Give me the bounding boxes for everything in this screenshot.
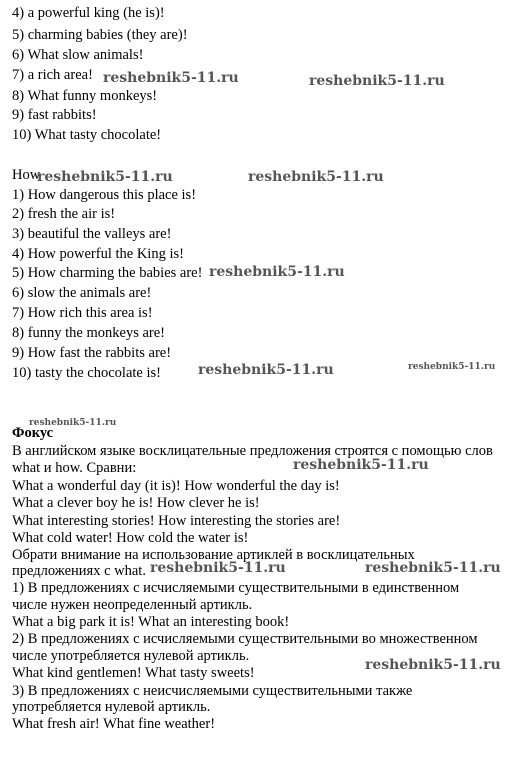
watermark: reshebnik5-11.ru: [365, 657, 501, 673]
example-line: What cold water! How cold the water is!: [12, 530, 249, 546]
answer-line: 4) How powerful the King is!: [12, 246, 184, 262]
rule-line: числе употребляется нулевой артикль.: [12, 648, 250, 664]
answer-line: 7) How rich this area is!: [12, 305, 153, 321]
rule-line: 1) В предложениях с исчисляемыми существительными в единственном: [12, 580, 460, 596]
answer-line: 3) beautiful the valleys are!: [12, 226, 172, 242]
watermark: reshebnik5-11.ru: [103, 70, 239, 86]
watermark: reshebnik5-11.ru: [248, 169, 384, 185]
example-line: What kind gentlemen! What tasty sweets!: [12, 665, 255, 681]
watermark: reshebnik5-11.ru: [29, 418, 117, 428]
answer-line: 5) charming babies (they are)!: [12, 27, 188, 43]
answer-line: 8) What funny monkeys!: [12, 88, 158, 104]
section-label-how: How: [12, 167, 41, 183]
answer-line: 6) What slow animals!: [12, 47, 144, 63]
example-line: What a wonderful day (it is)! How wonderful the day is!: [12, 478, 340, 494]
answer-line: 5) How charming the babies are!: [12, 265, 203, 281]
watermark: reshebnik5-11.ru: [209, 264, 345, 280]
watermark: reshebnik5-11.ru: [37, 169, 173, 185]
example-line: What a clever boy he is! How clever he is!: [12, 495, 260, 511]
answer-line: 9) How fast the rabbits are!: [12, 345, 172, 361]
example-line: What a big park it is! What an interesting book!: [12, 614, 290, 630]
watermark: reshebnik5-11.ru: [309, 73, 445, 89]
answer-line: 10) tasty the chocolate is!: [12, 365, 161, 381]
example-line: What interesting stories! How interesting the stories are!: [12, 513, 341, 529]
focus-text: В английском языке восклицательные предложения строятся с помощью слов: [12, 443, 493, 459]
focus-text: предложениях с what.: [12, 563, 146, 579]
answer-line: 4) a powerful king (he is)!: [12, 5, 165, 21]
answer-line: 7) a rich area!: [12, 67, 93, 83]
rule-line: 3) В предложениях с неисчисляемыми существительными также: [12, 683, 413, 699]
answer-line: 10) What tasty chocolate!: [12, 127, 162, 143]
rule-line: числе нужен неопределенный артикль.: [12, 597, 253, 613]
answer-line: 1) How dangerous this place is!: [12, 187, 197, 203]
watermark: reshebnik5-11.ru: [150, 560, 286, 576]
answer-line: 9) fast rabbits!: [12, 107, 97, 123]
example-line: What fresh air! What fine weather!: [12, 716, 216, 732]
focus-text: Обрати внимание на использование артиклей в восклицательных: [12, 547, 415, 563]
watermark: reshebnik5-11.ru: [408, 362, 496, 372]
answer-line: 8) funny the monkeys are!: [12, 325, 166, 341]
rule-line: употребляется нулевой артикль.: [12, 699, 211, 715]
watermark: reshebnik5-11.ru: [293, 457, 429, 473]
watermark: reshebnik5-11.ru: [365, 560, 501, 576]
focus-heading: Фокус: [12, 425, 54, 441]
answer-line: 6) slow the animals are!: [12, 285, 152, 301]
watermark: reshebnik5-11.ru: [198, 362, 334, 378]
answer-line: 2) fresh the air is!: [12, 206, 116, 222]
focus-text: what и how. Сравни:: [12, 460, 137, 476]
rule-line: 2) В предложениях с исчисляемыми существительными во множественном: [12, 631, 478, 647]
